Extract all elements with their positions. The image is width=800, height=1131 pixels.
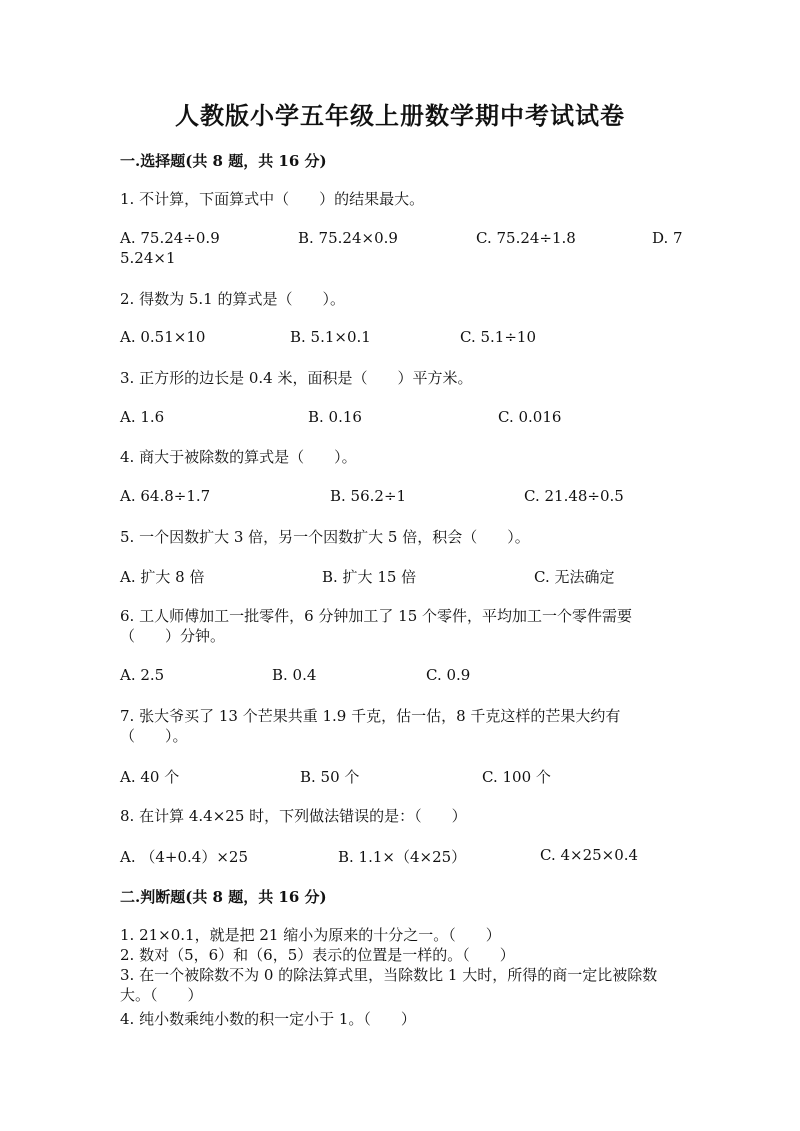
q1-option-a: A. 75.24÷0.9 [120,229,220,247]
q4-option-a: A. 64.8÷1.7 [120,487,211,505]
q7-option-c: C. 100 个 [482,768,551,786]
q3-option-c: C. 0.016 [498,408,562,426]
section-heading-choice: 一.选择题(共 8 题，共 16 分) [120,152,327,170]
q4-option-b: B. 56.2÷1 [330,487,407,505]
question-7: 7. 张大爷买了 13 个芒果共重 1.9 千克，估一估，8 千克这样的芒果大约有（ ）。 [120,707,621,745]
q7-option-b: B. 50 个 [300,768,360,786]
q2-option-b: B. 5.1×0.1 [290,328,371,346]
q2-option-a: A. 0.51×10 [120,328,206,346]
q6-option-c: C. 0.9 [426,666,471,684]
q1-option-d: D. 7 [652,229,683,247]
q8-option-a: A. （4+0.4）×25 [120,848,248,866]
q1-option-d-continued: 5.24×1 [120,249,176,267]
q5-option-a: A. 扩大 8 倍 [120,568,205,586]
question-3: 3. 正方形的边长是 0.4 米，面积是（ ）平方米。 [120,369,473,387]
q6-option-b: B. 0.4 [272,666,317,684]
q3-option-b: B. 0.16 [308,408,362,426]
section-heading-judgement: 二.判断题(共 8 题，共 16 分) [120,888,327,906]
q5-option-c: C. 无法确定 [534,568,615,586]
q6-option-a: A. 2.5 [120,666,165,684]
judgement-item: 1. 21×0.1，就是把 21 缩小为原来的十分之一。（ ） [120,926,501,944]
q3-option-a: A. 1.6 [120,408,165,426]
question-4: 4. 商大于被除数的算式是（ ）。 [120,448,357,466]
judgement-item: 4. 纯小数乘纯小数的积一定小于 1。（ ） [120,1010,416,1028]
judgement-item: 2. 数对（5，6）和（6，5）表示的位置是一样的。（ ） [120,946,515,964]
q4-option-c: C. 21.48÷0.5 [524,487,624,505]
question-1: 1. 不计算，下面算式中（ ）的结果最大。 [120,190,425,208]
page-title: 人教版小学五年级上册数学期中考试试卷 [175,101,625,130]
judgement-item: 3. 在一个被除数不为 0 的除法算式里，当除数比 1 大时，所得的商一定比被除数大。（ ） [120,966,658,1004]
q7-option-a: A. 40 个 [120,768,180,786]
q2-option-c: C. 5.1÷10 [460,328,536,346]
q5-option-b: B. 扩大 15 倍 [322,568,417,586]
q1-option-c: C. 75.24÷1.8 [476,229,576,247]
q8-option-c: C. 4×25×0.4 [540,846,639,864]
question-8: 8. 在计算 4.4×25 时，下列做法错误的是：（ ） [120,807,467,825]
question-5: 5. 一个因数扩大 3 倍，另一个因数扩大 5 倍，积会（ ）。 [120,528,530,546]
question-6: 6. 工人师傅加工一批零件，6 分钟加工了 15 个零件，平均加工一个零件需要（ ）分钟。 [120,607,633,645]
q1-option-b: B. 75.24×0.9 [298,229,398,247]
question-2: 2. 得数为 5.1 的算式是（ ）。 [120,290,345,308]
q8-option-b: B. 1.1×（4×25） [338,848,467,866]
